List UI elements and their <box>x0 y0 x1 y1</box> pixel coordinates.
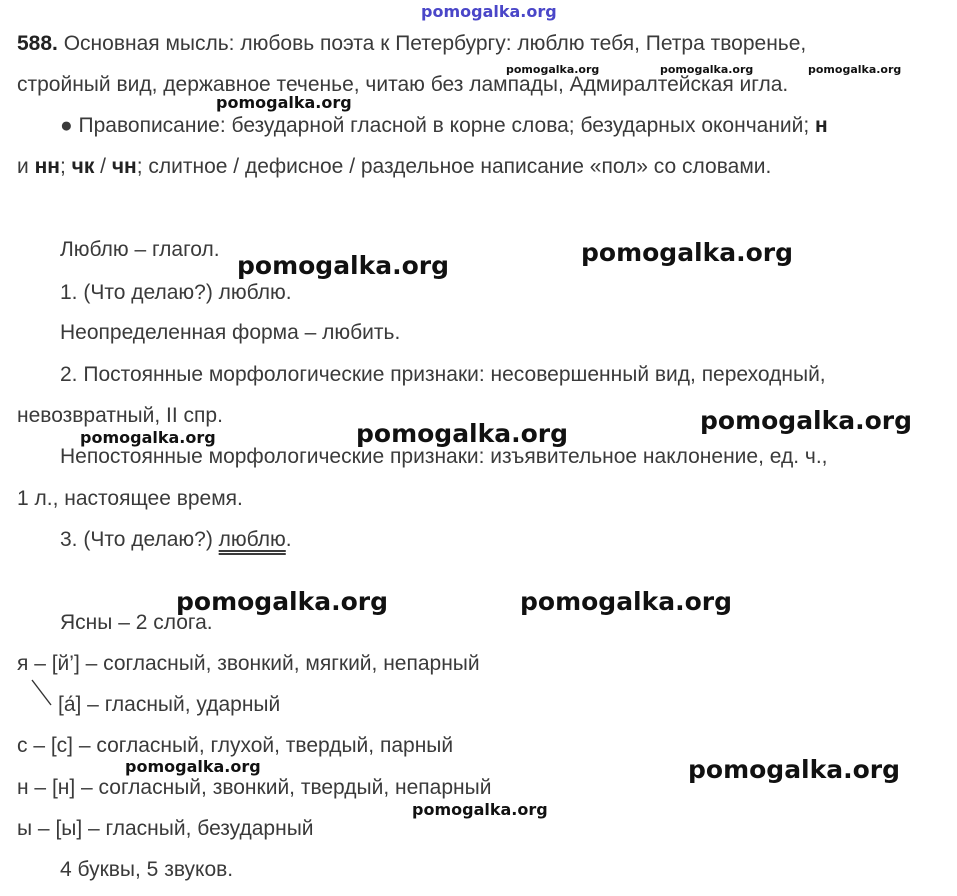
morph-line-1: Люблю – глагол. <box>60 238 220 261</box>
watermark: pomogalka.org <box>506 63 600 76</box>
diagonal-connector <box>30 678 54 708</box>
morph-line-3: Неопределенная форма – любить. <box>60 321 401 344</box>
task-main-idea: Основная мысль: любовь поэта к Петербургу: люблю тебя, Петра творенье, <box>57 32 807 55</box>
watermark: pomogalka.org <box>176 587 389 616</box>
spelling-nn: нн <box>34 155 60 178</box>
task-line-1 <box>17 31 806 57</box>
watermark: pomogalka.org <box>237 251 450 280</box>
task-line-2: стройный вид, державное теченье, читаю без лампады, Адмиралтейская игла. <box>17 73 789 96</box>
watermark: pomogalka.org <box>808 63 902 76</box>
morph-line-2: 1. (Что делаю?) люблю. <box>60 281 292 304</box>
watermark: pomogalka.org <box>688 755 901 784</box>
watermark: pomogalka.org <box>80 428 216 447</box>
spelling-n: н <box>815 114 828 137</box>
phon-line-6: ы – [ы] – гласный, безударный <box>17 817 314 840</box>
header-watermark: pomogalka.org <box>421 2 557 21</box>
phon-line-3: [а́] – гласный, ударный <box>58 693 281 716</box>
watermark: pomogalka.org <box>660 63 754 76</box>
phon-line-2: я – [й’] – согласный, звонкий, мягкий, непарный <box>17 652 480 675</box>
morph-line-8: 3. (Что делаю?) люблю. <box>60 528 292 551</box>
watermark: pomogalka.org <box>581 238 794 267</box>
spelling-line-1: ● Правописание: безударной гласной в корне слова; безударных окончаний; н <box>60 114 828 137</box>
underlined-predicate: люблю <box>218 528 286 551</box>
phon-line-5: н – [н] – согласный, звонкий, твердый, непарный <box>17 776 492 799</box>
watermark: pomogalka.org <box>520 587 733 616</box>
task-number: 588. <box>17 32 58 55</box>
morph-line-4: 2. Постоянные морфологические признаки: несовершенный вид, переходный, <box>60 363 826 386</box>
morph-line-5: невозвратный, II спр. <box>17 404 223 427</box>
phon-line-1: Ясны – 2 слога. <box>60 611 213 634</box>
spelling-line-2: и нн; чк / чн; слитное / дефисное / раздельное написание «пол» со словами. <box>17 155 772 178</box>
watermark: pomogalka.org <box>412 800 548 819</box>
watermark: pomogalka.org <box>700 406 913 435</box>
phon-line-7: 4 буквы, 5 звуков. <box>60 858 234 881</box>
watermark: pomogalka.org <box>216 93 352 112</box>
morph-line-7: 1 л., настоящее время. <box>17 487 243 510</box>
morph-line-6: Непостоянные морфологические признаки: изъявительное наклонение, ед. ч., <box>60 445 828 468</box>
watermark: pomogalka.org <box>125 757 261 776</box>
spelling-chk: чк <box>71 155 95 178</box>
spelling-chn: чн <box>111 155 137 178</box>
phon-line-4: с – [с] – согласный, глухой, твердый, парный <box>17 734 454 757</box>
watermark: pomogalka.org <box>356 419 569 448</box>
